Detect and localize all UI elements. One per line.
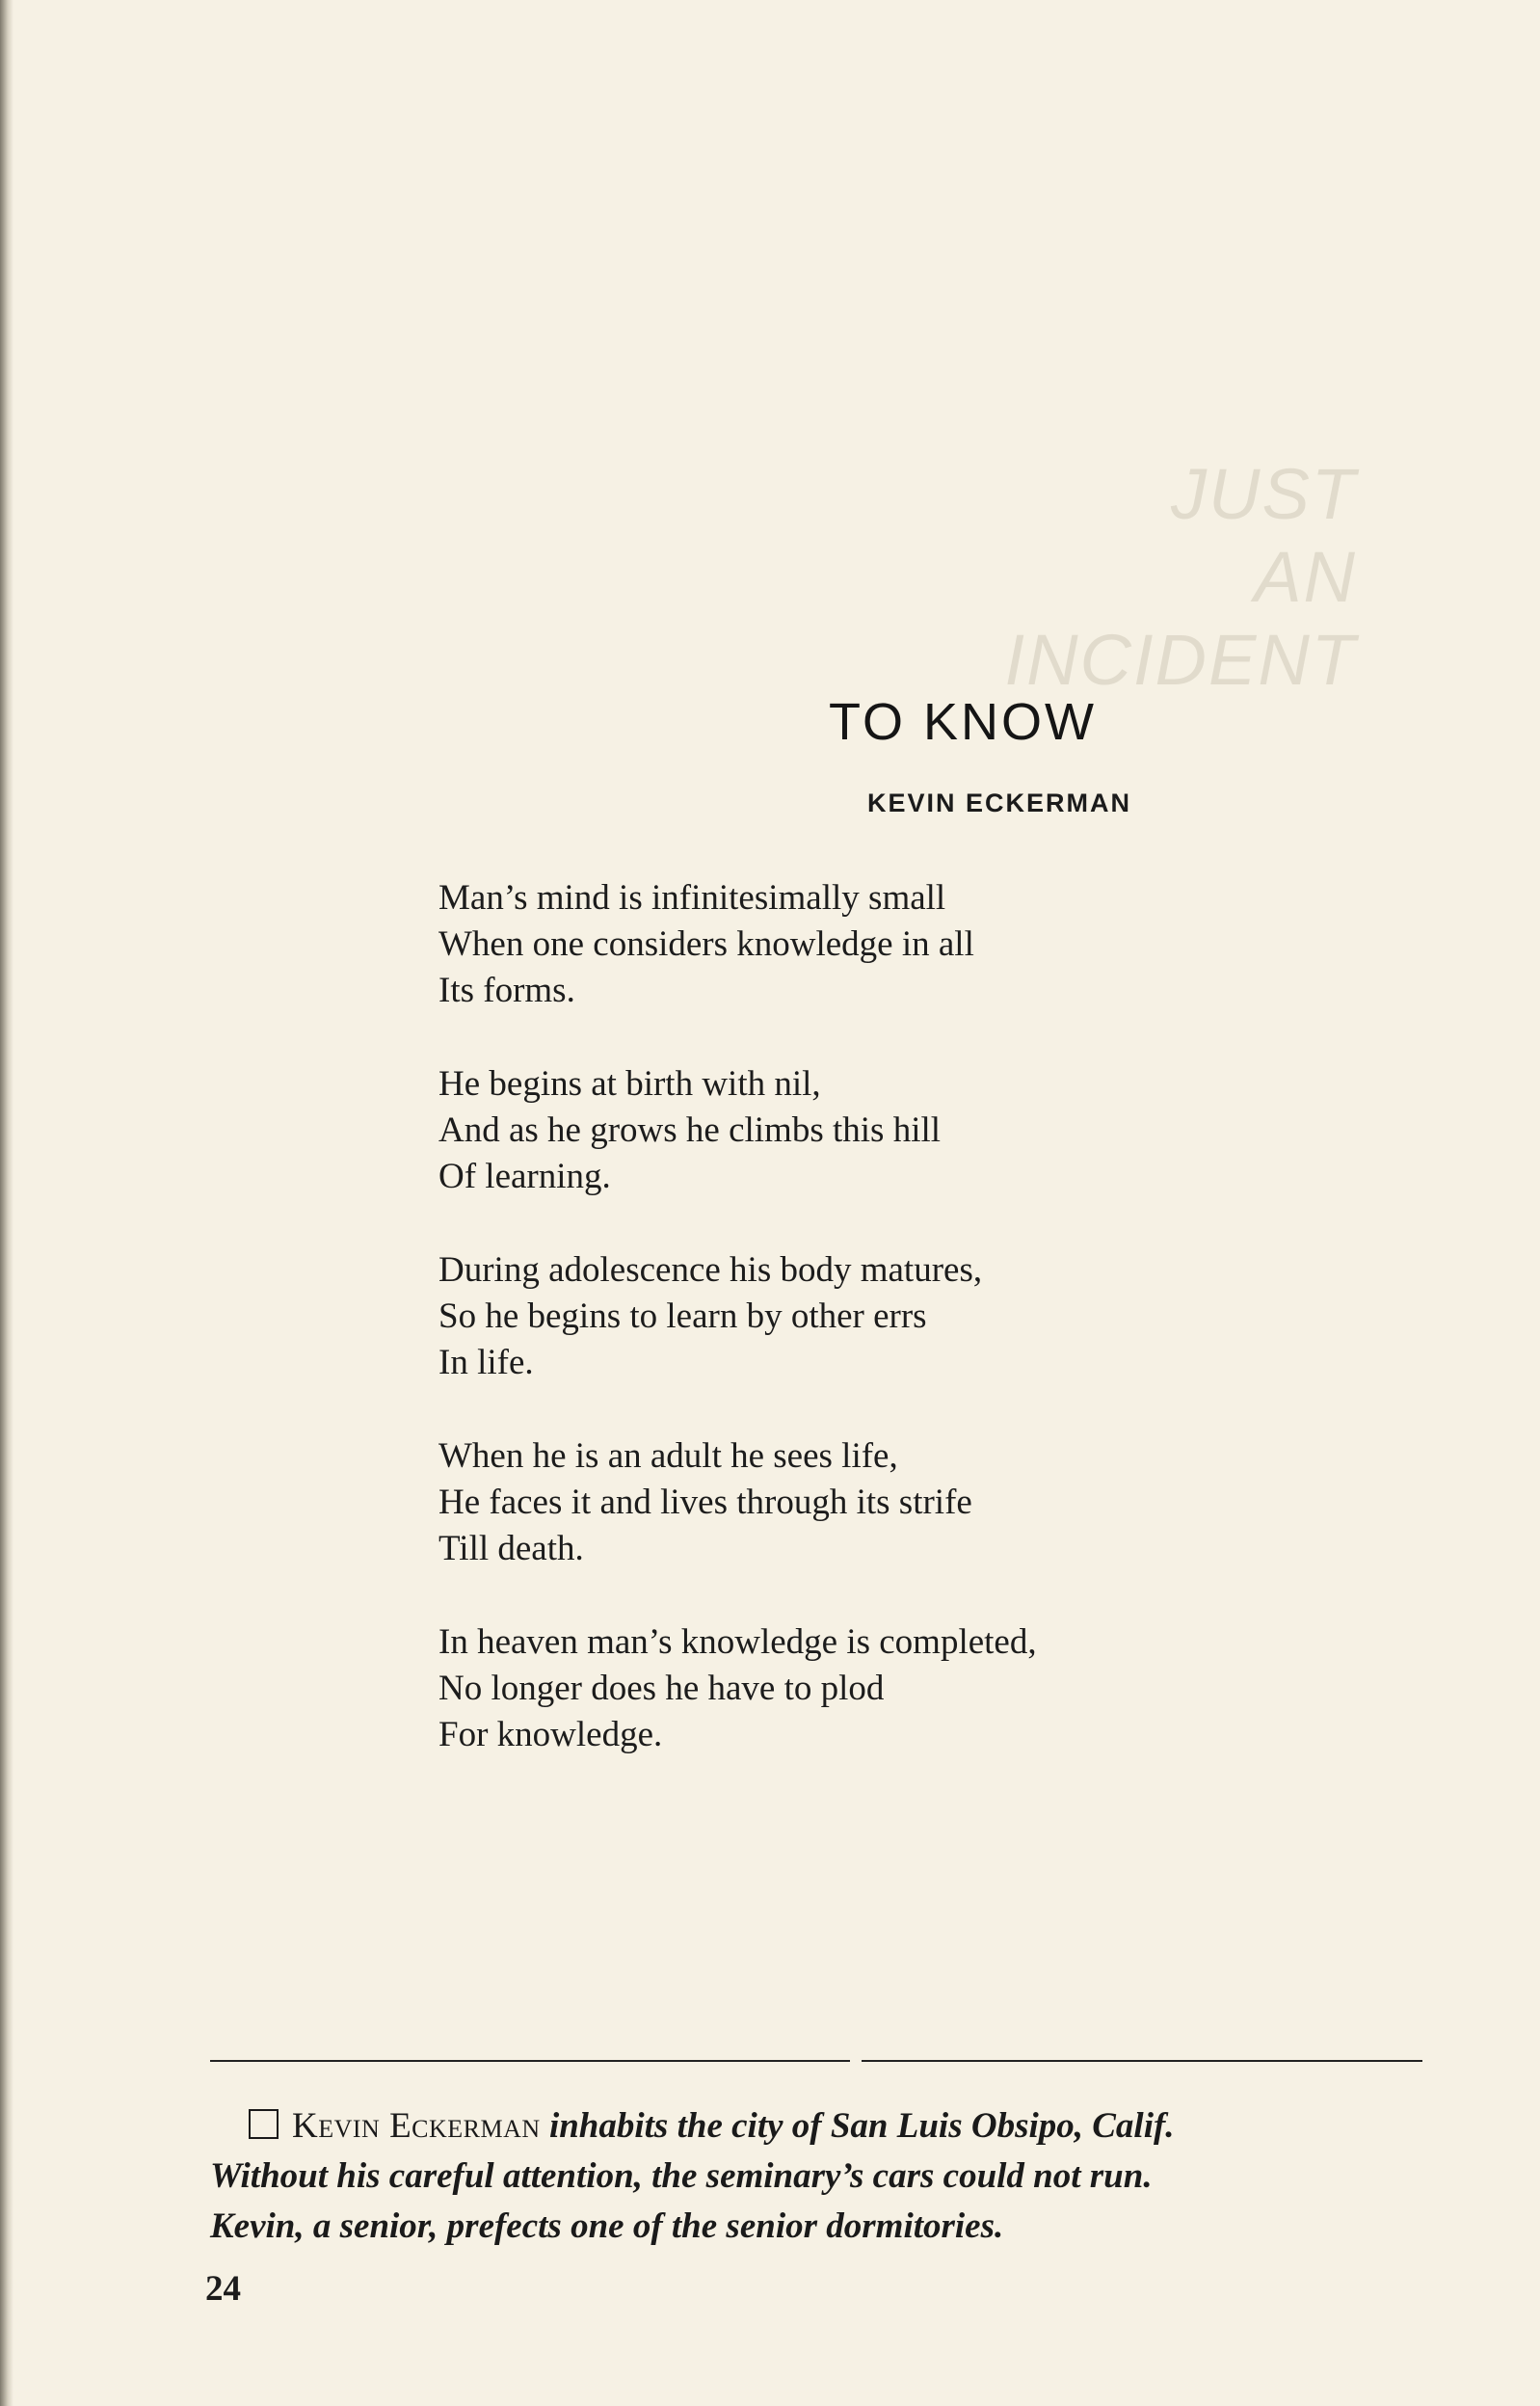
- poem-line: Of learning.: [438, 1157, 611, 1196]
- poem-line: In heaven man’s knowledge is completed,: [438, 1622, 1037, 1662]
- poem-line: Its forms.: [438, 971, 575, 1010]
- checkbox-square-icon: [249, 2109, 279, 2139]
- poem-line: When one considers knowledge in all: [438, 924, 974, 964]
- bio-line-1: [210, 2101, 1426, 2152]
- poem-line: When he is an adult he sees life,: [438, 1436, 898, 1476]
- poem-title: TO KNOW: [829, 693, 1098, 751]
- poem-line: In life.: [438, 1343, 534, 1382]
- footnote-rule-left: [210, 2060, 850, 2062]
- poem-line: No longer does he have to plod: [438, 1669, 885, 1708]
- page-edge: [0, 0, 13, 2406]
- stanza-2: [438, 1061, 1306, 1200]
- stanza-3: [438, 1247, 1306, 1386]
- show-through-title: JUST AN INCIDENT: [1004, 454, 1357, 700]
- bio-text-1: inhabits the city of San Luis Obsipo, Calif.: [548, 2106, 1175, 2146]
- poem-line: During adolescence his body matures,: [438, 1250, 983, 1290]
- poem-body: [438, 875, 1306, 1805]
- author-bio: [210, 2101, 1426, 2252]
- poem-line: He faces it and lives through its strife: [438, 1483, 972, 1522]
- poem-line: For knowledge.: [438, 1715, 663, 1754]
- poem-line: So he begins to learn by other errs: [438, 1297, 927, 1336]
- footnote-rule-right: [862, 2060, 1422, 2062]
- poem-line: He begins at birth with nil,: [438, 1064, 821, 1104]
- stanza-4: [438, 1433, 1306, 1572]
- bio-line-3: Kevin, a senior, prefects one of the senior dormitories.: [210, 2206, 1004, 2246]
- poem-line: Till death.: [438, 1529, 584, 1568]
- bio-name: Kevin Eckerman: [292, 2106, 541, 2146]
- stanza-5: [438, 1619, 1306, 1758]
- stanza-1: [438, 875, 1306, 1014]
- poem-author: KEVIN ECKERMAN: [867, 789, 1132, 817]
- poem-line: Man’s mind is infinitesimally small: [438, 878, 946, 918]
- poem-line: And as he grows he climbs this hill: [438, 1110, 942, 1150]
- page-number: 24: [205, 2269, 241, 2309]
- bio-line-2: Without his careful attention, the seminary’s cars could not run.: [210, 2156, 1153, 2196]
